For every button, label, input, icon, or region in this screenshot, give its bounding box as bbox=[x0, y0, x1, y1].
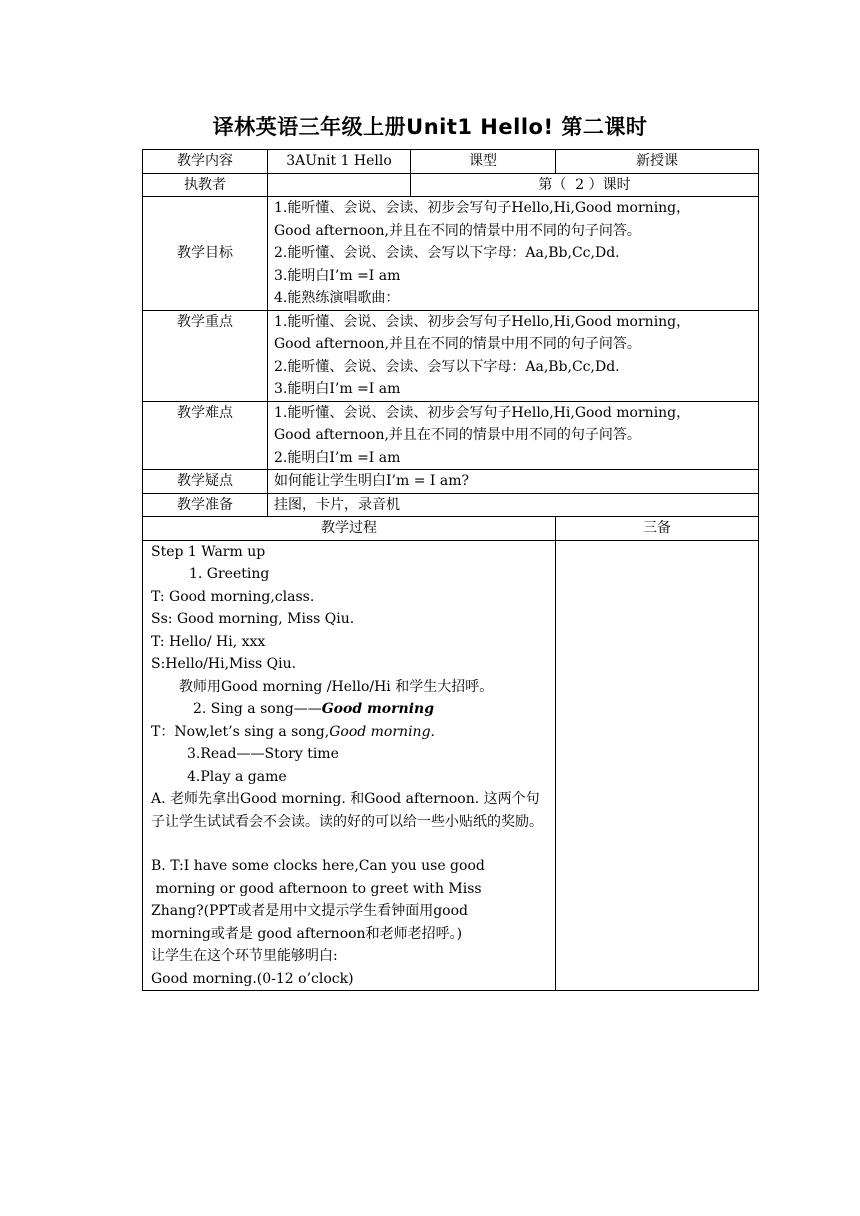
content-value: 3AUnit 1 Hello bbox=[268, 150, 411, 174]
objectives-row bbox=[143, 197, 759, 311]
dialogue-line bbox=[151, 721, 549, 744]
lesson-plan-table bbox=[142, 149, 759, 991]
read-item: 3.Read——Story time bbox=[187, 746, 339, 762]
preparation-label: 教学准备 bbox=[143, 493, 268, 517]
difficulty-line: Good afternoon,并且在不同的情景中用不同的句子问答。 bbox=[274, 427, 641, 443]
activity-b-line: 让学生在这个环节里能够明白: bbox=[151, 948, 338, 964]
activity-b-line: morning or good afternoon to greet with Miss bbox=[151, 880, 482, 897]
dialogue-line: T: Hello/ Hi, xxx bbox=[151, 633, 266, 650]
dialogue-line: Ss: Good morning, Miss Qiu. bbox=[151, 611, 355, 627]
key-points-content bbox=[268, 310, 759, 401]
activity-b-line: morning或者是 good afternoon和老师老招呼。) bbox=[151, 925, 463, 942]
objective-line: 1.能听懂、会说、会读、初步会写句子Hello,Hi,Good morning， bbox=[274, 200, 691, 216]
process-row bbox=[143, 540, 759, 991]
objective-line: Good afternoon,并且在不同的情景中用不同的句子问答。 bbox=[274, 222, 641, 239]
difficulties-content bbox=[268, 401, 759, 470]
objective-line: 3.能明白I’m =I am bbox=[274, 267, 401, 284]
teacher-value bbox=[268, 173, 411, 197]
content-row bbox=[143, 150, 759, 174]
t3-prefix: T：Now,let’s sing a song, bbox=[151, 723, 330, 740]
objectives-content bbox=[268, 197, 759, 311]
preparation-row bbox=[143, 493, 759, 517]
teacher-row bbox=[143, 173, 759, 197]
activity-a: A. 老师先拿出Good morning. 和Good afternoon. 这两个句子让学生试试看会不会读。读的好的可以给一些小贴纸的奖励。 bbox=[151, 791, 543, 830]
dialogue-line: T: Good morning,class. bbox=[151, 588, 315, 605]
key-point-line: Good afternoon,并且在不同的情景中用不同的句子问答。 bbox=[274, 336, 641, 352]
difficulties-row bbox=[143, 401, 759, 470]
objectives-label: 教学目标 bbox=[143, 197, 268, 311]
process-label: 教学过程 bbox=[143, 517, 556, 541]
difficulties-label: 教学难点 bbox=[143, 401, 268, 470]
step-heading: Step 1 Warm up bbox=[151, 543, 266, 560]
activity-b-line: B. T:I have some clocks here,Can you use good bbox=[151, 858, 485, 874]
activity-b-line: Zhang?(PPT或者是用中文提示学生看钟面用good bbox=[151, 903, 468, 919]
process-header-row bbox=[143, 517, 759, 541]
play-item: 4.Play a game bbox=[187, 768, 287, 785]
spacer bbox=[151, 833, 549, 855]
key-points-row bbox=[143, 310, 759, 401]
sing-prefix: 2. Sing a song—— bbox=[193, 701, 322, 717]
type-value: 新授课 bbox=[556, 150, 759, 174]
key-point-line: 2.能听懂、会说、会读、会写以下字母：Aa,Bb,Cc,Dd. bbox=[274, 358, 620, 375]
greeting-item: 1. Greeting bbox=[189, 566, 270, 582]
teacher-greet-note: 教师用Good morning /Hello/Hi 和学生大招呼。 bbox=[179, 678, 494, 695]
preparation-value: 挂图，卡片，录音机 bbox=[268, 493, 759, 517]
objective-line: 2.能听懂、会说、会读、会写以下字母：Aa,Bb,Cc,Dd. bbox=[274, 245, 620, 261]
doubts-label: 教学疑点 bbox=[143, 470, 268, 494]
notes-label: 三备 bbox=[556, 517, 759, 541]
difficulty-line: 1.能听懂、会说、会读、初步会写句子Hello,Hi,Good morning， bbox=[274, 404, 691, 421]
key-point-line: 1.能听懂、会说、会读、初步会写句子Hello,Hi,Good morning， bbox=[274, 313, 691, 330]
key-points-label: 教学重点 bbox=[143, 310, 268, 401]
objective-line: 4.能熟练演唱歌曲： bbox=[274, 290, 400, 306]
type-label: 课型 bbox=[411, 150, 556, 174]
sing-item bbox=[151, 698, 549, 721]
activity-b-line: Good morning.(0-12 o’clock) bbox=[151, 970, 354, 987]
notes-cell bbox=[556, 540, 759, 991]
difficulty-line: 2.能明白I’m =I am bbox=[274, 449, 401, 466]
teacher-label: 执教者 bbox=[143, 173, 268, 197]
dialogue-line: S:Hello/Hi,Miss Qiu. bbox=[151, 656, 297, 672]
key-point-line: 3.能明白I’m =I am bbox=[274, 381, 401, 397]
page-title: 译林英语三年级上册Unit1 Hello! 第二课时 bbox=[212, 115, 648, 139]
content-label: 教学内容 bbox=[143, 150, 268, 174]
doubts-value: 如何能让学生明白I’m = I am? bbox=[268, 470, 759, 494]
lesson-number: 第（ 2 ）课时 bbox=[411, 173, 759, 197]
song-title: Good morning bbox=[321, 701, 434, 717]
process-content bbox=[143, 540, 556, 991]
doubts-row bbox=[143, 470, 759, 494]
t3-song: Good morning. bbox=[329, 723, 435, 740]
